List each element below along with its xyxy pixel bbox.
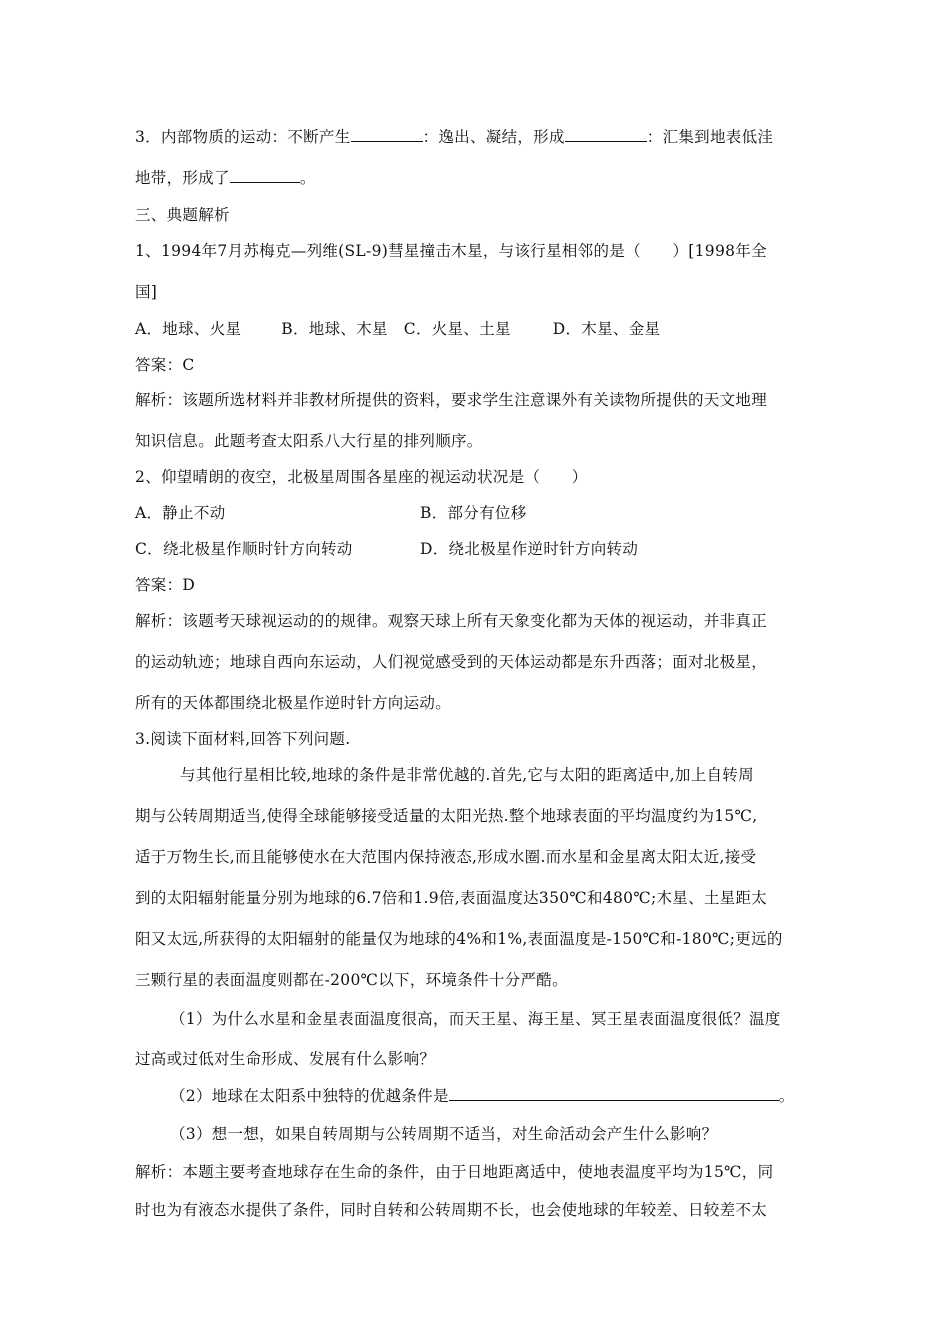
sub-question-3: （3）想一想，如果自转周期与公转周期不适当，对生命活动会产生什么影响？ [170, 1125, 718, 1143]
text-line-internal-motion-cont [135, 168, 316, 188]
text-segment: ：汇集到地表低洼 [646, 128, 774, 146]
text-line-internal-motion [135, 127, 773, 147]
reading-paragraph-line: 到的太阳辐射能量分别为地球的6.7倍和1.9倍,表面温度达350℃和480℃;木星、土星距太 [135, 889, 768, 907]
question-2-explanation-cont: 的运动轨迹；地球自西向东运动，人们视觉感受到的天体运动都是东升西落；面对北极星， [135, 653, 768, 671]
sub-question-1: （1）为什么水星和金星表面温度很高，而天王星、海王星、冥王星表面温度很低？温度 [170, 1010, 781, 1028]
fill-blank [449, 1086, 779, 1101]
question-1-stem: 1、1994年7月苏梅克—列维(SL-9)彗星撞击木星，与该行星相邻的是（ ）[1998年全 [135, 242, 767, 260]
section-heading: 三、典题解析 [135, 206, 230, 224]
question-3-stem: 3.阅读下面材料,回答下列问题. [135, 730, 351, 748]
text-segment: 3．内部物质的运动：不断产生 [135, 128, 351, 146]
option-a: A．静止不动 [135, 504, 226, 522]
question-3-explanation-cont: 时也为有液态水提供了条件，同时自转和公转周期不长，也会使地球的年较差、日较差不太 [135, 1201, 768, 1219]
fill-blank [565, 127, 647, 142]
question-1-answer: 答案：C [135, 356, 195, 374]
reading-paragraph-line: 适于万物生长,而且能够使水在大范围内保持液态,形成水圈.而水星和金星离太阳太近,接受 [135, 848, 757, 866]
option-a: A．地球、火星 [135, 320, 242, 338]
question-2-options-row1 [135, 503, 527, 523]
option-b: B．地球、木星 [281, 320, 388, 338]
question-1-explanation: 解析：该题所选材料并非教材所提供的资料，要求学生注意课外有关读物所提供的天文地理 [135, 391, 768, 409]
question-3-explanation: 解析：本题主要考查地球存在生命的条件，由于日地距离适中，使地表温度平均为15℃，同 [135, 1163, 774, 1181]
text-segment: ：逸出、凝结，形成 [422, 128, 565, 146]
question-1-options [135, 319, 660, 339]
question-1-explanation-cont: 知识信息。此题考查太阳系八大行星的排列顺序。 [135, 432, 483, 450]
option-d: D．绕北极星作逆时针方向转动 [420, 540, 639, 558]
fill-blank [351, 127, 423, 142]
text-segment: 。 [299, 169, 316, 187]
option-b: B．部分有位移 [420, 504, 527, 522]
reading-paragraph-line: 阳又太远,所获得的太阳辐射的能量仅为地球的4%和1%,表面温度是-150℃和-180℃;更远的 [135, 930, 783, 948]
option-c: C．绕北极星作顺时针方向转动 [135, 540, 353, 558]
reading-paragraph-line: 三颗行星的表面温度则都在-200℃以下，环境条件十分严酷。 [135, 971, 568, 989]
question-1-stem-cont: 国] [135, 283, 158, 301]
option-c: C．火星、土星 [403, 320, 511, 338]
question-2-explanation: 解析：该题考天球视运动的的规律。观察天球上所有天象变化都为天体的视运动，并非真正 [135, 612, 768, 630]
reading-paragraph-line: 与其他行星相比较,地球的条件是非常优越的.首先,它与太阳的距离适中,加上自转周 [180, 766, 754, 784]
text-segment: （2）地球在太阳系中独特的优越条件是 [170, 1087, 449, 1105]
question-2-explanation-cont2: 所有的天体都围绕北极星作逆时针方向运动。 [135, 694, 452, 712]
reading-paragraph-line: 期与公转周期适当,使得全球能够接受适量的太阳光热.整个地球表面的平均温度约为15℃, [135, 807, 758, 825]
question-2-stem: 2、仰望晴朗的夜空，北极星周围各星座的视运动状况是（ ） [135, 468, 588, 486]
fill-blank [230, 168, 300, 183]
option-d: D．木星、金星 [552, 320, 661, 338]
text-segment: 。 [778, 1087, 795, 1105]
text-segment: 地带，形成了 [135, 169, 230, 187]
sub-question-1-cont: 过高或过低对生命形成、发展有什么影响？ [135, 1050, 436, 1068]
question-2-answer: 答案：D [135, 576, 196, 594]
sub-question-2 [170, 1086, 795, 1106]
question-2-options-row2 [135, 539, 638, 559]
